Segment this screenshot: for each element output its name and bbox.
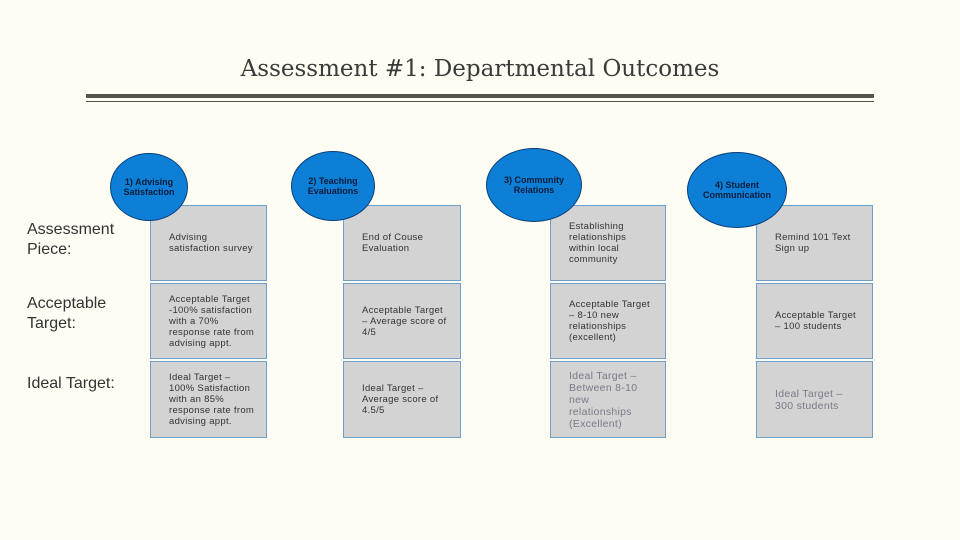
cell-advising-acceptable: Acceptable Target -100% satisfaction with a 70% response rate from advising appt. [150, 283, 267, 359]
title-divider-thick [86, 94, 874, 98]
row-label-acceptable-target: Acceptable Target: [27, 295, 107, 332]
title-divider-thin [86, 101, 874, 102]
cell-teaching-ideal: Ideal Target – Average score of 4.5/5 [343, 361, 461, 438]
column-header-teaching: 2) Teaching Evaluations [291, 151, 375, 221]
column-header-advising: 1) Advising Satisfaction [110, 153, 188, 221]
cell-communication-assessment: Remind 101 Text Sign up [756, 205, 873, 281]
cell-community-ideal: Ideal Target – Between 8-10 new relationships (Excellent) [550, 361, 666, 438]
row-label-ideal-target: Ideal Target: [27, 375, 115, 392]
column-header-communication: 4) Student Communication [687, 152, 787, 228]
row-label-assessment-piece: Assessment Piece: [27, 221, 115, 258]
cell-community-acceptable: Acceptable Target – 8-10 new relationships (excellent) [550, 283, 666, 359]
cell-communication-ideal: Ideal Target – 300 students [756, 361, 873, 438]
cell-teaching-acceptable: Acceptable Target – Average score of 4/5 [343, 283, 461, 359]
cell-teaching-assessment: End of Couse Evaluation [343, 205, 461, 281]
cell-communication-acceptable: Acceptable Target – 100 students [756, 283, 873, 359]
cell-community-assessment: Establishing relationships within local community [550, 205, 666, 281]
cell-advising-assessment: Advising satisfaction survey [150, 205, 267, 281]
column-header-community: 3) Community Relations [486, 148, 582, 222]
page-title: Assessment #1: Departmental Outcomes [240, 56, 720, 82]
cell-advising-ideal: Ideal Target – 100% Satisfaction with an 85% response rate from advising appt. [150, 361, 267, 438]
